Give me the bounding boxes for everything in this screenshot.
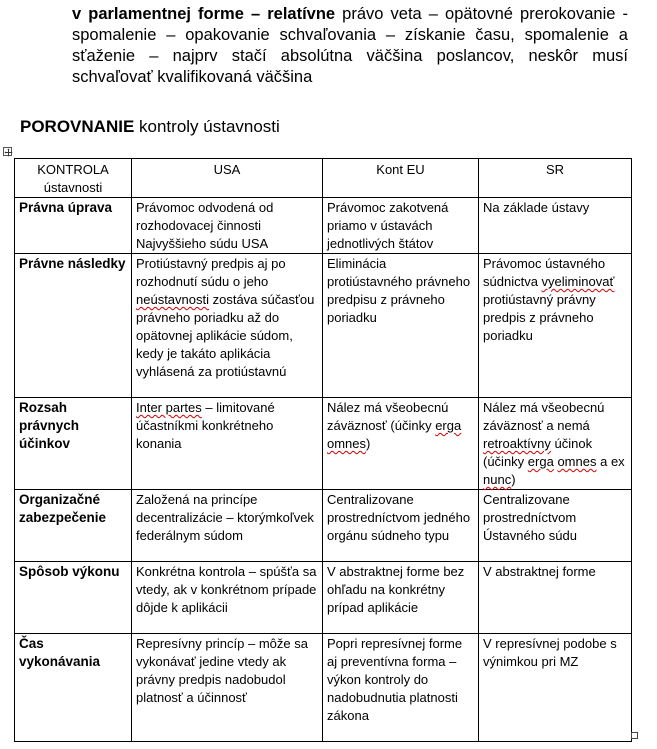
- spellcheck-word: omnes: [327, 436, 367, 451]
- section-heading: [20, 116, 280, 138]
- cell-sr: V abstraktnej forme: [479, 562, 632, 634]
- cell-eu: Právomoc zakotvená priamo v ústavách jednotlivých štátov: [323, 198, 479, 254]
- cell-usa: [132, 254, 323, 398]
- intro-text: právo veta – opätovné prerokovanie - spomalenie – opakovanie schvaľovania – získanie času, spomalenie a sťaženie – najprv stačí absolútna väčšina poslancov, neskôr musí schvaľovať kvalifikovaná väčšina: [72, 5, 628, 86]
- spellcheck-word: erga: [435, 418, 462, 433]
- spellcheck-word: neústavnosti: [136, 292, 209, 307]
- row-label: Rozsah právnych účinkov: [15, 398, 132, 490]
- table-row: [15, 490, 632, 562]
- cell-sr: [479, 254, 632, 398]
- cell-sr: V represívnej podobe s výnimkou pri MZ: [479, 634, 632, 742]
- section-heading-rest: kontroly ústavnosti: [134, 117, 280, 136]
- cell-sr: [479, 398, 632, 490]
- spellcheck-word: erga: [527, 454, 554, 469]
- header-cell-usa: USA: [132, 159, 323, 198]
- row-label: Právne následky: [15, 254, 132, 398]
- cell-text: zostáva súčasťou právneho poriadku až do opätovnej aplikácie súdom, kedy je takáto aplikácia vyhlásená za protiústavnú: [136, 292, 315, 379]
- spellcheck-word: nunc: [483, 472, 512, 487]
- cell-text: Protiústavný predpis aj po rozhodnutí súdu o jeho: [136, 256, 286, 289]
- row-label: Spôsob výkonu: [15, 562, 132, 634]
- row-label: Organizačné zabezpečenie: [15, 490, 132, 562]
- cell-eu: Eliminácia protiústavného právneho predpisu z právneho poriadku: [323, 254, 479, 398]
- header-cell-eu: Kont EU: [323, 159, 479, 198]
- header-cell-sr: SR: [479, 159, 632, 198]
- cell-text: protiústavný právny predpis z právneho poriadku: [483, 292, 596, 343]
- cell-text: a ex: [596, 454, 625, 469]
- header-cell-kontrola: KONTROLA ústavnosti: [15, 159, 132, 198]
- table-resize-handle[interactable]: [631, 732, 638, 739]
- cell-text: Právomoc ústavného súdnictva: [483, 256, 606, 289]
- cell-usa: [132, 398, 323, 490]
- row-label: Čas vykonávania: [15, 634, 132, 742]
- cell-text: účinok (účinky: [483, 436, 593, 469]
- table-move-handle-icon[interactable]: [3, 147, 12, 156]
- cell-usa: Konkrétna kontrola – spúšťa sa vtedy, ak v konkrétnom prípade dôjde k aplikácii: [132, 562, 323, 634]
- table-header-row: [15, 159, 632, 198]
- cell-eu: [323, 398, 479, 490]
- cell-text: ): [366, 436, 371, 451]
- cell-usa: Založená na princípe decentralizácie – ktorýmkoľvek federálnym súdom: [132, 490, 323, 562]
- table-row: [15, 198, 632, 254]
- cell-eu: V abstraktnej forme bez ohľadu na konkrétny prípad aplikácie: [323, 562, 479, 634]
- cell-text: ): [511, 472, 516, 487]
- table-row: [15, 634, 632, 742]
- spellcheck-word: Inter partes: [136, 400, 202, 415]
- cell-sr: Centralizovane prostredníctvom Ústavného súdu: [479, 490, 632, 562]
- spellcheck-word: vyeliminovať: [541, 274, 615, 289]
- cell-eu: Popri represívnej forme aj preventívna forma – výkon kontroly do nadobudnutia platnosti zákona: [323, 634, 479, 742]
- table-row: [15, 562, 632, 634]
- spellcheck-word: omnes: [557, 454, 597, 469]
- cell-eu: Centralizovane prostredníctvom jedného orgánu súdneho typu: [323, 490, 479, 562]
- intro-bold-text: v parlamentnej forme – relatívne: [72, 5, 336, 23]
- table-row: [15, 254, 632, 398]
- row-label: Právna úprava: [15, 198, 132, 254]
- cell-usa: Represívny princíp – môže sa vykonávať jedine vtedy ak právny predpis nadobudol platnosť a účinnosť: [132, 634, 323, 742]
- cell-sr: Na základe ústavy: [479, 198, 632, 254]
- cell-text: Nález má všeobecnú záväznosť (účinky: [327, 400, 449, 433]
- spellcheck-word: retroaktívny: [483, 436, 551, 451]
- cell-text: Nález má všeobecnú záväznosť a nemá: [483, 400, 605, 433]
- table-row: [15, 398, 632, 490]
- comparison-table: [14, 158, 632, 742]
- intro-paragraph: [72, 4, 628, 88]
- cell-text: – limitované účastníkmi konkrétneho konania: [136, 400, 275, 451]
- cell-usa: Právomoc odvodená od rozhodovacej činnosti Najvyššieho súdu USA: [132, 198, 323, 254]
- section-heading-bold: POROVNANIE: [20, 117, 135, 136]
